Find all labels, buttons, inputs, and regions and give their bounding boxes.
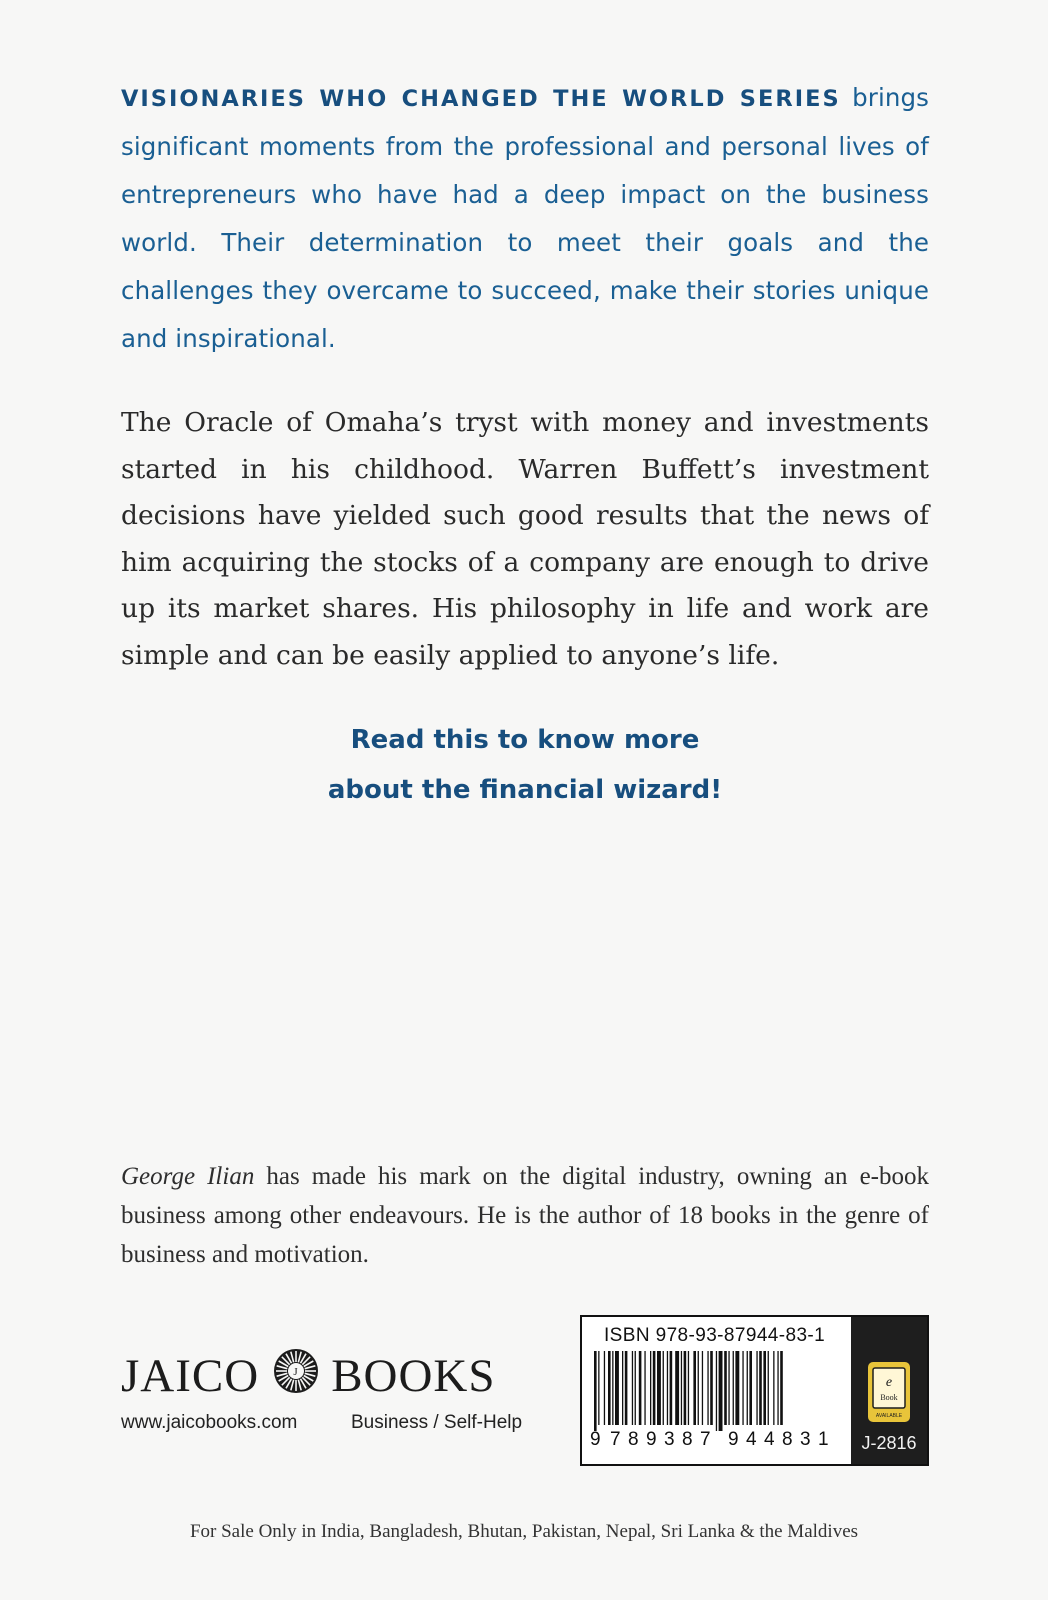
catalog-panel (851, 1317, 927, 1464)
call-to-action-line-1: Read this to know more (350, 725, 700, 755)
barcode-panel (582, 1317, 853, 1464)
publisher-website: www.jaicobooks.com (121, 1412, 298, 1433)
barcode-digit: 9 (646, 1429, 657, 1450)
publisher-logo (121, 1350, 496, 1405)
ebook-badge-letter: e (885, 1375, 893, 1390)
ebook-badge-word: Book (880, 1393, 898, 1402)
barcode-digit: 4 (764, 1429, 775, 1450)
call-to-action (121, 715, 929, 815)
series-blurb (121, 74, 929, 363)
barcode-digit: 3 (800, 1429, 811, 1450)
barcode-digit: 7 (610, 1429, 621, 1450)
series-blurb-text: brings significant moments from the professional and personal lives of entrepreneurs who have had a deep impact on the business world. Their determination to meet their goals and the challenges they overcame to succeed, make their stories unique and inspirational. (121, 83, 930, 353)
barcode-icon (590, 1351, 848, 1431)
publisher-block (121, 1350, 541, 1440)
barcode-digit: 8 (682, 1429, 693, 1450)
emblem-letter: J (293, 1365, 299, 1378)
author-bio-text: has made his mark on the digital industry, owning an e-book business among other endeavours. He is the author of 18 books in the genre of business and motivation. (121, 1163, 929, 1268)
ebook-available-icon (868, 1362, 910, 1422)
publisher-name-left: JAICO (121, 1350, 260, 1402)
barcode-digit: 8 (628, 1429, 639, 1450)
isbn-label: ISBN 978-93-87944-83-1 (604, 1325, 826, 1346)
catalog-code: J-2816 (861, 1433, 917, 1453)
book-description: The Oracle of Omaha’s tryst with money and investments started in his childhood. Warren Buffett’s investment decisions have yielded such good results that the news of him acquiring the stocks of a company are enough to drive up its market shares. His philosophy in life and work are simple and can be easily applied to anyone’s life. (121, 407, 929, 671)
sunburst-emblem-icon (273, 1348, 319, 1405)
barcode-digit: 9 (590, 1429, 601, 1450)
series-name: VISIONARIES WHO CHANGED THE WORLD SERIES (121, 86, 841, 112)
isbn-barcode-box (580, 1315, 929, 1466)
publisher-name-right: BOOKS (331, 1350, 496, 1402)
ebook-badge-status: AVAILABLE (875, 1413, 903, 1419)
book-category: Business / Self-Help (351, 1412, 523, 1433)
barcode-digit: 7 (700, 1429, 711, 1450)
sale-territory-note: For Sale Only in India, Bangladesh, Bhutan, Pakistan, Nepal, Sri Lanka & the Maldives (189, 1521, 859, 1542)
author-name: George Ilian (121, 1163, 255, 1190)
call-to-action-line-2: about the financial wizard! (327, 775, 723, 805)
barcode-digit: 4 (746, 1429, 757, 1450)
barcode-digit: 1 (818, 1429, 829, 1450)
barcode-digit: 3 (664, 1429, 675, 1450)
barcode-digits (590, 1429, 848, 1453)
author-bio (121, 1157, 929, 1274)
barcode-digit: 9 (728, 1429, 739, 1450)
barcode-digit: 8 (782, 1429, 793, 1450)
